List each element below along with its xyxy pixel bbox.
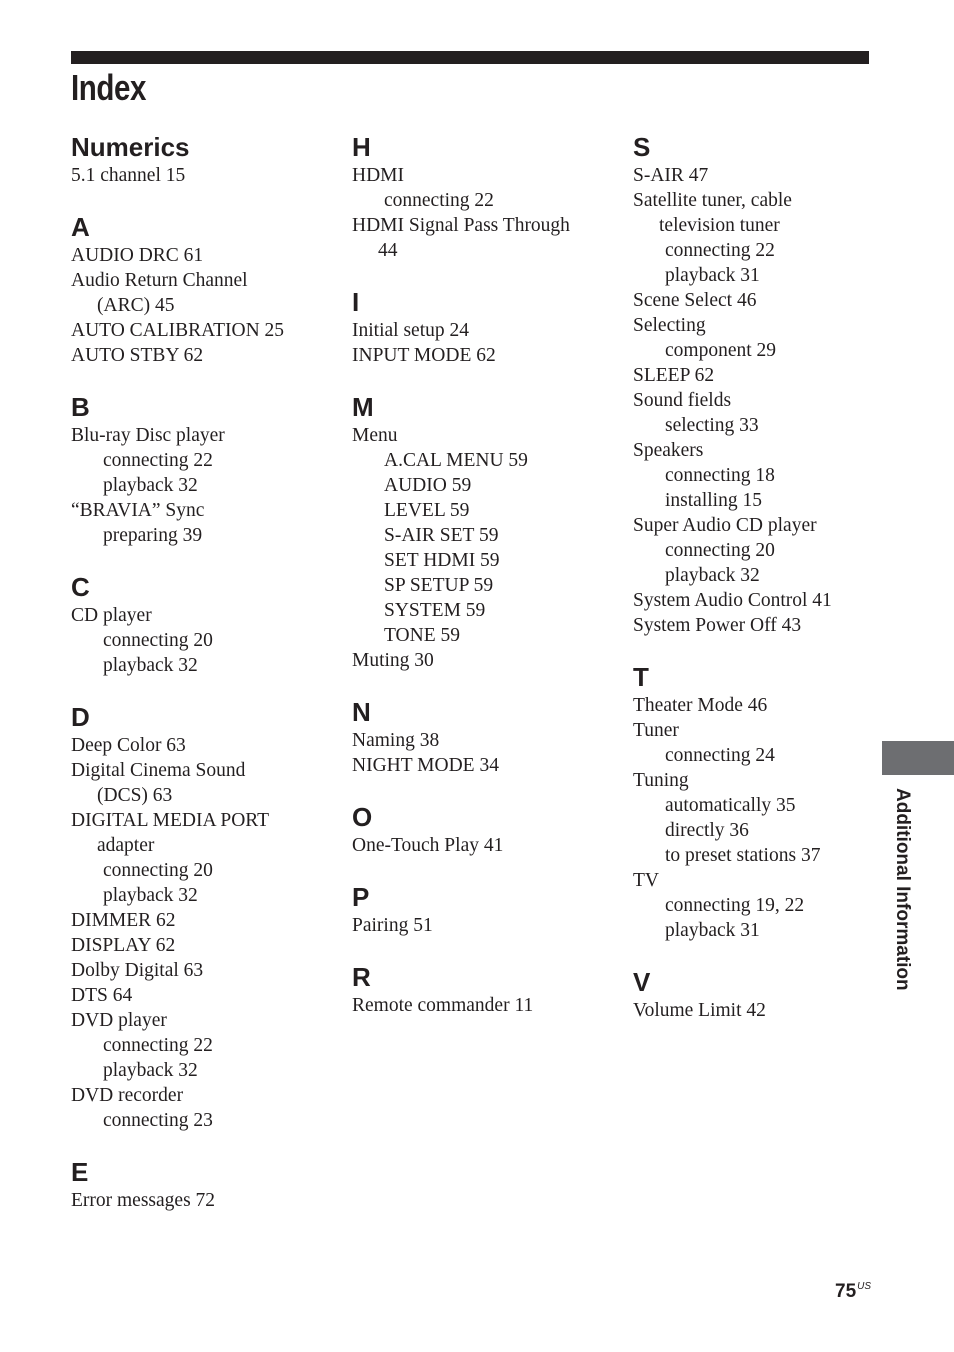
section-side-label: Additional Information — [892, 788, 913, 991]
index-entry: AUDIO DRC 61 — [71, 245, 204, 266]
index-subentry: connecting 20 — [665, 540, 775, 561]
index-section — [352, 881, 617, 938]
index-entry: Super Audio CD player — [633, 515, 817, 536]
index-letter-heading: E — [71, 1157, 89, 1187]
index-entry: Remote commander 11 — [352, 995, 534, 1016]
index-letter-heading: T — [633, 662, 649, 692]
index-entry: TV — [633, 870, 659, 891]
index-subentry: playback 32 — [103, 885, 198, 906]
index-entry: One-Touch Play 41 — [352, 835, 504, 856]
index-subentry: connecting 18 — [665, 465, 775, 486]
index-entry: Scene Select 46 — [633, 290, 757, 311]
page-number — [835, 1281, 871, 1303]
index-entry: DIGITAL MEDIA PORT — [71, 810, 270, 831]
index-entry: Blu-ray Disc player — [71, 425, 225, 446]
index-subentry: connecting 22 — [103, 1035, 213, 1056]
index-entry: Tuner — [633, 720, 679, 741]
index-section — [71, 391, 336, 548]
section-tab-marker — [882, 741, 954, 775]
index-subentry: AUDIO 59 — [384, 475, 472, 496]
index-entry: 5.1 channel 15 — [71, 165, 186, 186]
index-subentry: preparing 39 — [103, 525, 203, 546]
index-subentry: playback 32 — [103, 655, 198, 676]
index-entry: CD player — [71, 605, 152, 626]
index-entry: AUTO CALIBRATION 25 — [71, 320, 285, 341]
index-entry: DTS 64 — [71, 985, 133, 1006]
index-section — [352, 801, 617, 858]
index-section — [71, 701, 336, 1133]
index-entry: Tuning — [633, 770, 689, 791]
index-entry: Error messages 72 — [71, 1190, 216, 1211]
index-subentry: selecting 33 — [665, 415, 759, 436]
index-section — [71, 211, 336, 368]
index-subentry: installing 15 — [665, 490, 762, 511]
index-subentry: connecting 19, 22 — [665, 895, 805, 916]
index-section — [352, 131, 617, 263]
index-entry: Digital Cinema Sound — [71, 760, 246, 781]
index-entry: DVD recorder — [71, 1085, 184, 1106]
index-letter-heading: O — [352, 802, 373, 832]
index-entry: 44 — [378, 240, 398, 261]
index-letter-heading: A — [71, 212, 90, 242]
index-section — [633, 661, 898, 943]
index-subentry: connecting 22 — [665, 240, 775, 261]
index-subentry: SYSTEM 59 — [384, 600, 486, 621]
index-entry: DIMMER 62 — [71, 910, 176, 931]
index-entry: DISPLAY 62 — [71, 935, 176, 956]
index-letter-heading: P — [352, 882, 370, 912]
index-entry: Pairing 51 — [352, 915, 433, 936]
index-subentry: connecting 20 — [103, 860, 213, 881]
index-letter-heading: D — [71, 702, 90, 732]
index-entry: SLEEP 62 — [633, 365, 715, 386]
top-rule — [71, 51, 869, 64]
index-subentry: LEVEL 59 — [384, 500, 470, 521]
index-entry: AUTO STBY 62 — [71, 345, 204, 366]
index-entry: (DCS) 63 — [97, 785, 173, 806]
index-entry: HDMI — [352, 165, 404, 186]
index-entry: DVD player — [71, 1010, 167, 1031]
index-entry: television tuner — [659, 215, 780, 236]
index-entry: Speakers — [633, 440, 704, 461]
index-letter-heading: C — [71, 572, 90, 602]
index-entry: Menu — [352, 425, 398, 446]
index-section — [71, 1156, 336, 1213]
page-number-value: 75 — [835, 1281, 857, 1302]
index-subentry: S-AIR SET 59 — [384, 525, 499, 546]
index-entry: “BRAVIA” Sync — [71, 500, 205, 521]
index-section — [352, 961, 617, 1018]
index-letter-heading: I — [352, 287, 360, 317]
index-subentry: directly 36 — [665, 820, 749, 841]
index-entry: Deep Color 63 — [71, 735, 186, 756]
index-subentry: connecting 24 — [665, 745, 775, 766]
index-entry: INPUT MODE 62 — [352, 345, 496, 366]
index-entry: S-AIR 47 — [633, 165, 709, 186]
index-section — [352, 696, 617, 778]
index-subentry: automatically 35 — [665, 795, 796, 816]
index-subentry: to preset stations 37 — [665, 845, 821, 866]
index-subentry: playback 32 — [103, 475, 198, 496]
index-section — [352, 286, 617, 368]
index-entry: System Audio Control 41 — [633, 590, 832, 611]
page-title: Index — [71, 67, 147, 108]
index-entry: System Power Off 43 — [633, 615, 802, 636]
index-subentry: connecting 20 — [103, 630, 213, 651]
index-section — [633, 131, 898, 638]
index-entry: Muting 30 — [352, 650, 434, 671]
index-subentry: SET HDMI 59 — [384, 550, 500, 571]
index-column-1 — [71, 131, 336, 1236]
index-subentry: playback 32 — [103, 1060, 198, 1081]
index-entry: HDMI Signal Pass Through — [352, 215, 570, 236]
index-subentry: TONE 59 — [384, 625, 461, 646]
index-entry: Sound fields — [633, 390, 732, 411]
index-subentry: playback 31 — [665, 920, 760, 941]
index-section — [633, 966, 898, 1023]
index-section — [71, 571, 336, 678]
index-subentry: playback 32 — [665, 565, 760, 586]
index-letter-heading: B — [71, 392, 90, 422]
index-subentry: component 29 — [665, 340, 777, 361]
index-entry: Naming 38 — [352, 730, 440, 751]
index-column-3 — [633, 131, 898, 1046]
index-entry: adapter — [97, 835, 155, 856]
index-entry: NIGHT MODE 34 — [352, 755, 499, 776]
index-subentry: connecting 23 — [103, 1110, 213, 1131]
index-letter-heading: H — [352, 132, 371, 162]
index-letter-heading: N — [352, 697, 371, 727]
index-subentry: SP SETUP 59 — [384, 575, 494, 596]
index-section — [352, 391, 617, 673]
index-subentry: connecting 22 — [103, 450, 213, 471]
index-letter-heading: R — [352, 962, 371, 992]
index-entry: Selecting — [633, 315, 706, 336]
index-entry: Theater Mode 46 — [633, 695, 768, 716]
index-entry: Audio Return Channel — [71, 270, 248, 291]
index-subentry: playback 31 — [665, 265, 760, 286]
index-entry: Initial setup 24 — [352, 320, 469, 341]
index-entry: Satellite tuner, cable — [633, 190, 792, 211]
index-subentry: connecting 22 — [384, 190, 494, 211]
index-subentry: A.CAL MENU 59 — [384, 450, 528, 471]
index-entry: (ARC) 45 — [97, 295, 175, 316]
index-section — [71, 131, 336, 188]
index-letter-heading: M — [352, 392, 374, 422]
page-number-suffix: US — [857, 1281, 872, 1292]
index-entry: Dolby Digital 63 — [71, 960, 204, 981]
index-letter-heading: Numerics — [71, 132, 190, 162]
index-letter-heading: V — [633, 967, 651, 997]
index-letter-heading: S — [633, 132, 651, 162]
index-entry: Volume Limit 42 — [633, 1000, 766, 1021]
index-column-2 — [352, 131, 617, 1041]
